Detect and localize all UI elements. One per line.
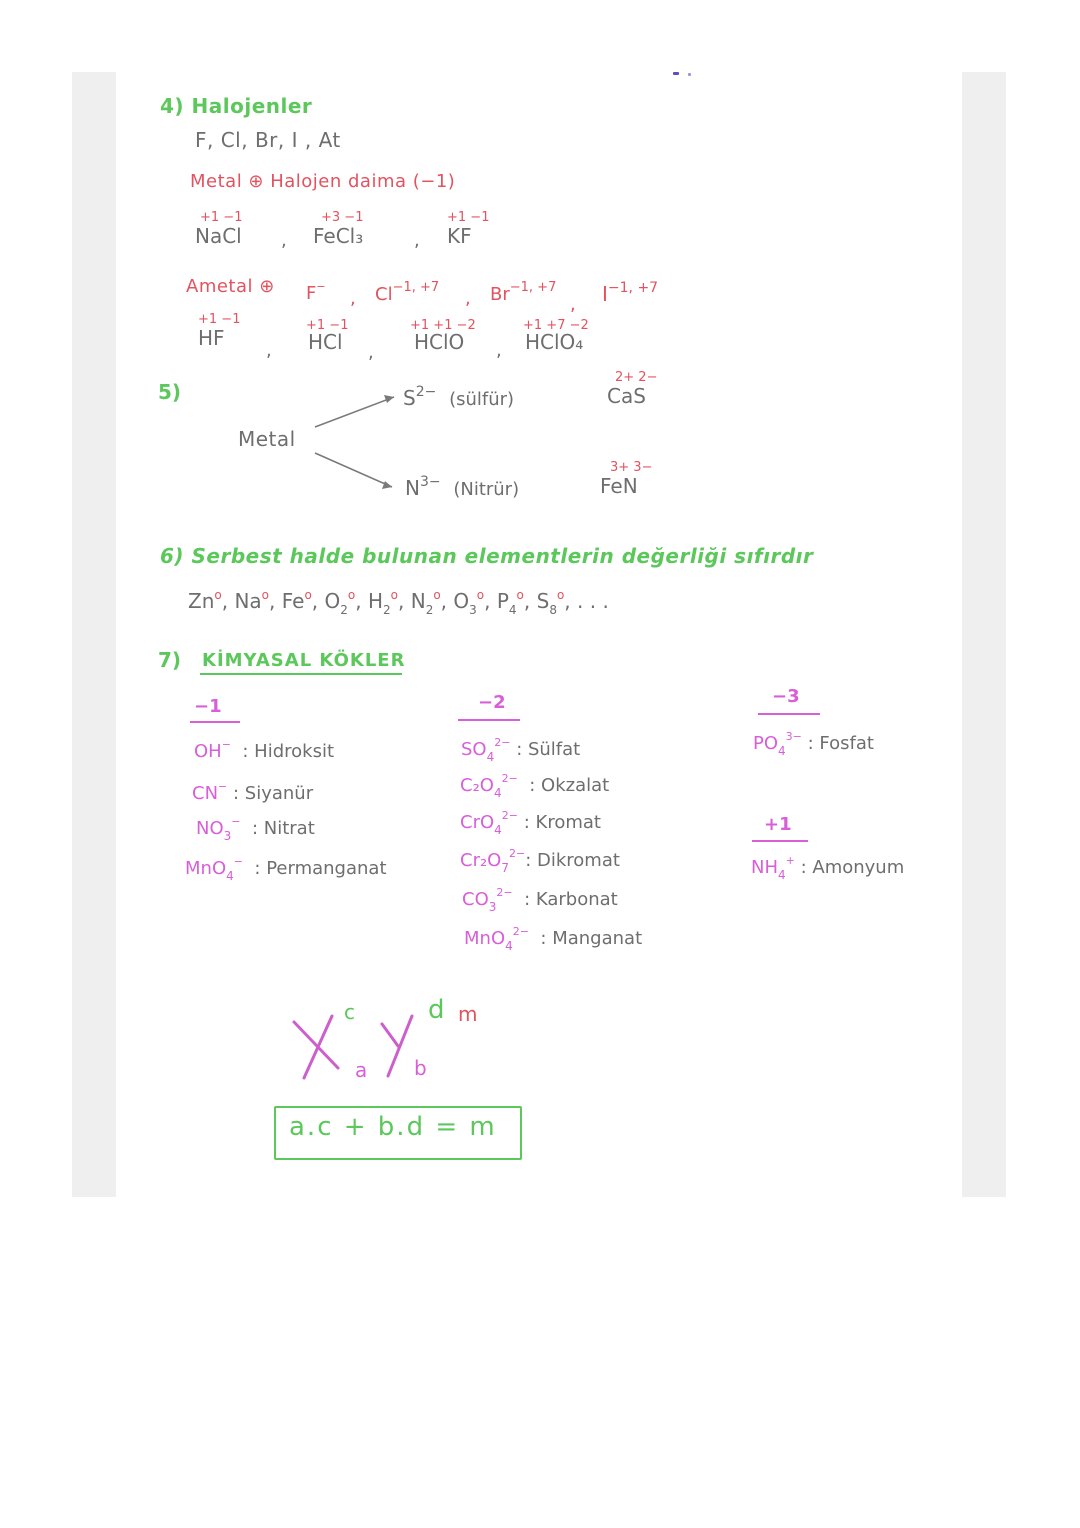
element-fe: Fe$^o$ (281, 588, 312, 613)
comma: , (368, 342, 374, 363)
subscript-b: b (414, 1056, 427, 1080)
nitride-ion: $N^{3-}$ (Nitrür) (405, 474, 520, 500)
section-4-heading: 4) Halojenler (160, 94, 313, 118)
root-phosphate: $PO_4^{3-}$ : Fosfat (753, 730, 874, 758)
element-p4: $P_4^o$ (496, 588, 524, 617)
group-underline (458, 719, 520, 721)
element-o3: $O_3^o$ (453, 588, 485, 617)
comma: , (350, 288, 356, 309)
metal-label: Metal (238, 427, 296, 451)
free-elements-list: Zn$^o$, Na$^o$, Fe$^o$, $O_2^o$, $H_2^o$, $N_2^o$, $O_3^o$, $P_4^o$, $S_8^o$, . . . (188, 588, 609, 617)
root-manganate: MnO$_4^{2-}$ : Manganat (464, 925, 643, 953)
charge-balance-equation: a.c + b.d = m (289, 1112, 497, 1142)
subscript-a: a (355, 1058, 368, 1082)
ion-f: F− (306, 280, 326, 304)
ink-dot-mark (673, 72, 679, 75)
heading-underline (200, 673, 402, 675)
ametal-rule-prefix: Ametal ⊕ (186, 276, 275, 297)
comma: , (465, 288, 471, 309)
group-underline (758, 713, 820, 715)
section-5-heading: 5) (158, 380, 182, 404)
element-zn: Zn$^o$ (188, 588, 222, 613)
sulfide-ion: $S^{2-}$ (sülfür) (403, 384, 515, 410)
right-margin-bar (962, 72, 1006, 1197)
section-7-number: 7) (158, 648, 182, 672)
branch-arrows-icon (310, 385, 400, 495)
ion-br: $Br^{-1, +7}$ (490, 280, 557, 305)
root-ammonium: $NH_4^+$ : Amonyum (751, 854, 905, 882)
halogen-elements: F, Cl, Br, I , At (195, 128, 341, 152)
total-m: m (458, 1002, 478, 1026)
section-6-heading: 6) Serbest halde bulunan elementlerin değerliği sıfırdır (160, 544, 814, 568)
root-sulfate: $SO_4^{2-}$ : Sülfat (461, 736, 581, 764)
comma: , (496, 340, 502, 361)
root-hydroxide: OH− : Hidroksit (194, 738, 335, 762)
comma: , (570, 294, 576, 315)
exponent-d: d (428, 995, 445, 1025)
section-7-heading: KİMYASAL KÖKLER (202, 650, 406, 671)
root-chromate: CrO$_4^{2-}$ : Kromat (460, 809, 601, 837)
root-carbonate: $CO_3^{2-}$ : Karbonat (462, 886, 618, 914)
root-dichromate: $Cr_2O_7^{2-}$: Dikromat (460, 847, 620, 875)
group-charge-plus1: +1 (764, 814, 792, 835)
comma: , (266, 340, 272, 361)
metal-halogen-rule: Metal ⊕ Halojen daima (−1) (190, 171, 456, 192)
element-h2: $H_2^o$ (367, 588, 398, 617)
left-margin-bar (72, 72, 116, 1197)
element-s8: $S_8^o$ (536, 588, 565, 617)
root-permanganate: MnO$_4$− : Permanganat (185, 855, 387, 883)
comma: , (414, 230, 420, 251)
group-underline (190, 721, 240, 723)
root-cyanide: CN− : Siyanür (192, 780, 314, 804)
ink-dot-mark (688, 73, 691, 76)
ion-i: $I^{-1, +7}$ (602, 280, 659, 306)
ion-cl: $Cl^{-1, +7}$ (375, 280, 440, 305)
group-underline (752, 840, 808, 842)
element-o2: $O_2^o$ (324, 588, 356, 617)
group-charge-minus1: −1 (194, 696, 222, 717)
group-charge-minus2: −2 (478, 692, 506, 713)
comma: , (281, 230, 287, 251)
element-n2: $N_2^o$ (410, 588, 441, 617)
element-na: Na$^o$ (234, 588, 270, 613)
root-nitrate: $NO_3^-$ : Nitrat (196, 815, 315, 843)
group-charge-minus3: −3 (772, 686, 800, 707)
exponent-c: c (344, 1000, 355, 1024)
root-oxalate: $C_2O_4^{2-}$ : Okzalat (460, 772, 610, 800)
